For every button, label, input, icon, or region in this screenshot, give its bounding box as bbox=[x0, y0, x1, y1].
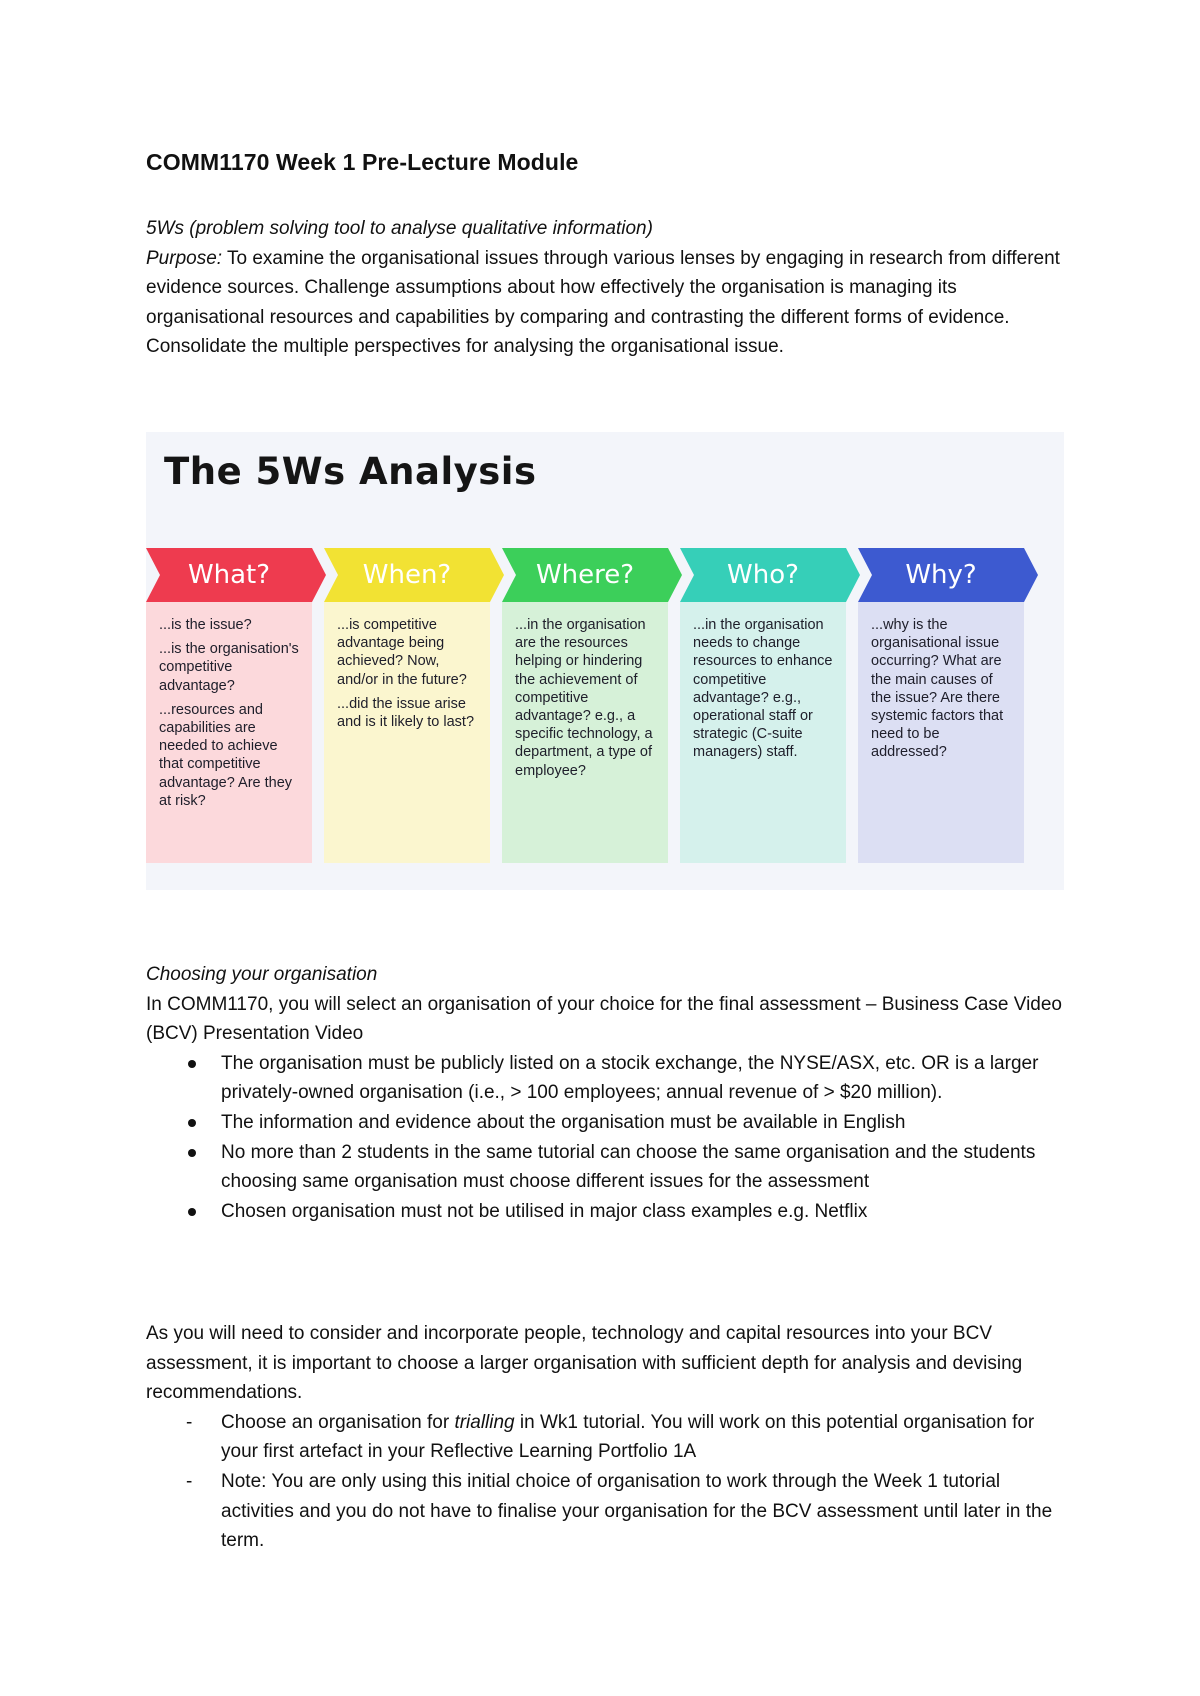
bullet-icon bbox=[188, 1208, 196, 1216]
bullet-icon bbox=[188, 1119, 196, 1127]
banner-label: Where? bbox=[535, 560, 635, 590]
card-what bbox=[146, 602, 312, 863]
item2-text: Note: You are only using this initial choice of organisation to work through the Week 1 tutorial activities and you do not have to finalise your organisation for the BCV assessment until later in the term. bbox=[221, 1470, 1053, 1552]
card-line: ...is the organisation's competitive advantage? bbox=[159, 641, 299, 694]
fivews-figure bbox=[146, 432, 1064, 890]
banner-why bbox=[858, 548, 1040, 602]
list-item-text: The organisation must be publicly listed on a stocik exchange, the NYSE/ASX, etc. OR is a larger privately-owned organisation (i.e., > 100 employees; annual revenue of > $20 million). bbox=[221, 1052, 1039, 1104]
list-item bbox=[146, 1138, 1076, 1197]
banner-where bbox=[502, 548, 684, 602]
dash-list bbox=[146, 1408, 1076, 1556]
dash-icon: - bbox=[186, 1411, 193, 1433]
purpose-text: To examine the organisational issues through various lenses by engaging in research from different evidence sources. Challenge assumptions about how effectively the organisation is managing its organisational resources and capabilities by comparing and contrasting the different forms of evidence. Consolidate the multiple perspectives for analysing the organisational issue. bbox=[146, 247, 1060, 358]
list-item bbox=[146, 1408, 1076, 1467]
bullet-icon bbox=[188, 1060, 196, 1068]
banner-who bbox=[680, 548, 862, 602]
page-title: COMM1170 Week 1 Pre-Lecture Module bbox=[146, 149, 579, 175]
requirements-list bbox=[146, 1049, 1076, 1227]
list-item bbox=[146, 1467, 1076, 1556]
list-item bbox=[146, 1108, 1076, 1138]
bullet-icon bbox=[188, 1149, 196, 1157]
list-item bbox=[146, 1197, 1076, 1227]
card-line: ...in the organisation needs to change resources to enhance competitive advantage? e.g., operational staff or strategic (C-suite managers) staff. bbox=[693, 617, 833, 761]
card-where bbox=[502, 602, 668, 863]
banner-what bbox=[146, 548, 328, 602]
item1-pre: Choose an organisation for bbox=[221, 1411, 455, 1433]
figure-title: The 5Ws Analysis bbox=[164, 450, 537, 493]
card-when bbox=[324, 602, 490, 863]
card-line: ...did the issue arise and is it likely to last? bbox=[337, 695, 475, 731]
card-line: ...is the issue? bbox=[159, 617, 252, 633]
banner-label: When? bbox=[362, 560, 452, 590]
list-item-text: No more than 2 students in the same tutorial can choose the same organisation and the students choosing same organisation must choose different issues for the assessment bbox=[221, 1141, 1036, 1193]
purpose-label: Purpose: bbox=[146, 247, 223, 269]
item1-italic: trialling bbox=[454, 1411, 515, 1433]
dash-icon: - bbox=[186, 1470, 193, 1492]
choosing-section bbox=[146, 960, 1076, 1226]
banner-label: Why? bbox=[905, 560, 977, 590]
fivews-heading: 5Ws (problem solving tool to analyse qualitative information) bbox=[146, 218, 653, 239]
consider-section bbox=[146, 1319, 1076, 1556]
banner-label: Who? bbox=[727, 560, 799, 590]
card-line: ...in the organisation are the resources helping or hindering the achievement of competitive advantage? e.g., a specific technology, a department, a type of employee? bbox=[515, 617, 653, 779]
banner-when bbox=[324, 548, 506, 602]
banner-label: What? bbox=[187, 560, 271, 590]
consider-paragraph: As you will need to consider and incorporate people, technology and capital resources into your BCV assessment, it is important to choose a larger organisation with sufficient depth for analysis and devising recommendations. bbox=[146, 1323, 1023, 1404]
item1-post: in Wk1 tutorial. You will work on this potential organisation for your first artefact in your Reflective Learning Portfolio 1A bbox=[221, 1411, 1035, 1463]
card-line: ...why is the organisational issue occurring? What are the main causes of the issue? Are there systemic factors that need to be addressed? bbox=[871, 617, 1004, 761]
list-item-text: The information and evidence about the organisation must be available in English bbox=[221, 1111, 906, 1133]
choosing-heading: Choosing your organisation bbox=[146, 964, 378, 985]
choosing-intro: In COMM1170, you will select an organisation of your choice for the final assessment – Business Case Video (BCV) Presentation Video bbox=[146, 993, 1062, 1045]
card-why bbox=[858, 602, 1024, 863]
purpose-paragraph bbox=[146, 244, 1066, 362]
card-line: ...is competitive advantage being achieved? Now, and/or in the future? bbox=[337, 617, 467, 688]
card-who bbox=[680, 602, 846, 863]
card-line: ...resources and capabilities are needed to achieve that competitive advantage? Are they at risk? bbox=[159, 701, 293, 809]
intro-section bbox=[146, 214, 1066, 362]
list-item bbox=[146, 1049, 1076, 1108]
list-item-text: Chosen organisation must not be utilised in major class examples e.g. Netflix bbox=[221, 1200, 868, 1222]
